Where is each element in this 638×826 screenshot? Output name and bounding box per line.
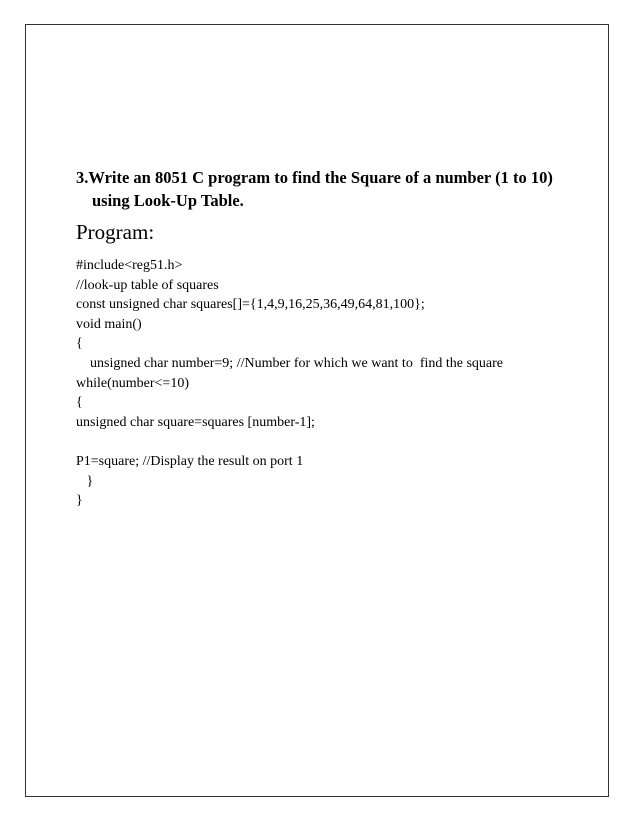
code-line [76, 432, 596, 452]
code-block [76, 256, 596, 511]
code-line: { [76, 395, 83, 411]
code-line: void main() [76, 316, 142, 332]
code-line: while(number<=10) [76, 375, 189, 391]
code-line: P1=square; //Display the result on port 1 [76, 453, 304, 469]
code-line: { [76, 336, 83, 352]
code-line: unsigned char square=squares [number-1]; [76, 414, 315, 430]
heading-line-2: using Look-Up Table. [92, 191, 244, 210]
question-heading [76, 166, 576, 212]
code-line: } [76, 493, 83, 509]
code-line: #include<reg51.h> [76, 258, 183, 273]
heading-line-1: 3.Write an 8051 C program to find the Square of a number (1 to 10) [76, 168, 553, 187]
code-line: } [76, 473, 94, 489]
code-line: const unsigned char squares[]={1,4,9,16,25,36,49,64,81,100}; [76, 297, 425, 313]
program-label: Program: [76, 220, 155, 244]
code-line: //look-up table of squares [76, 277, 219, 293]
code-line: unsigned char number=9; //Number for which we want to find the square [76, 355, 504, 371]
